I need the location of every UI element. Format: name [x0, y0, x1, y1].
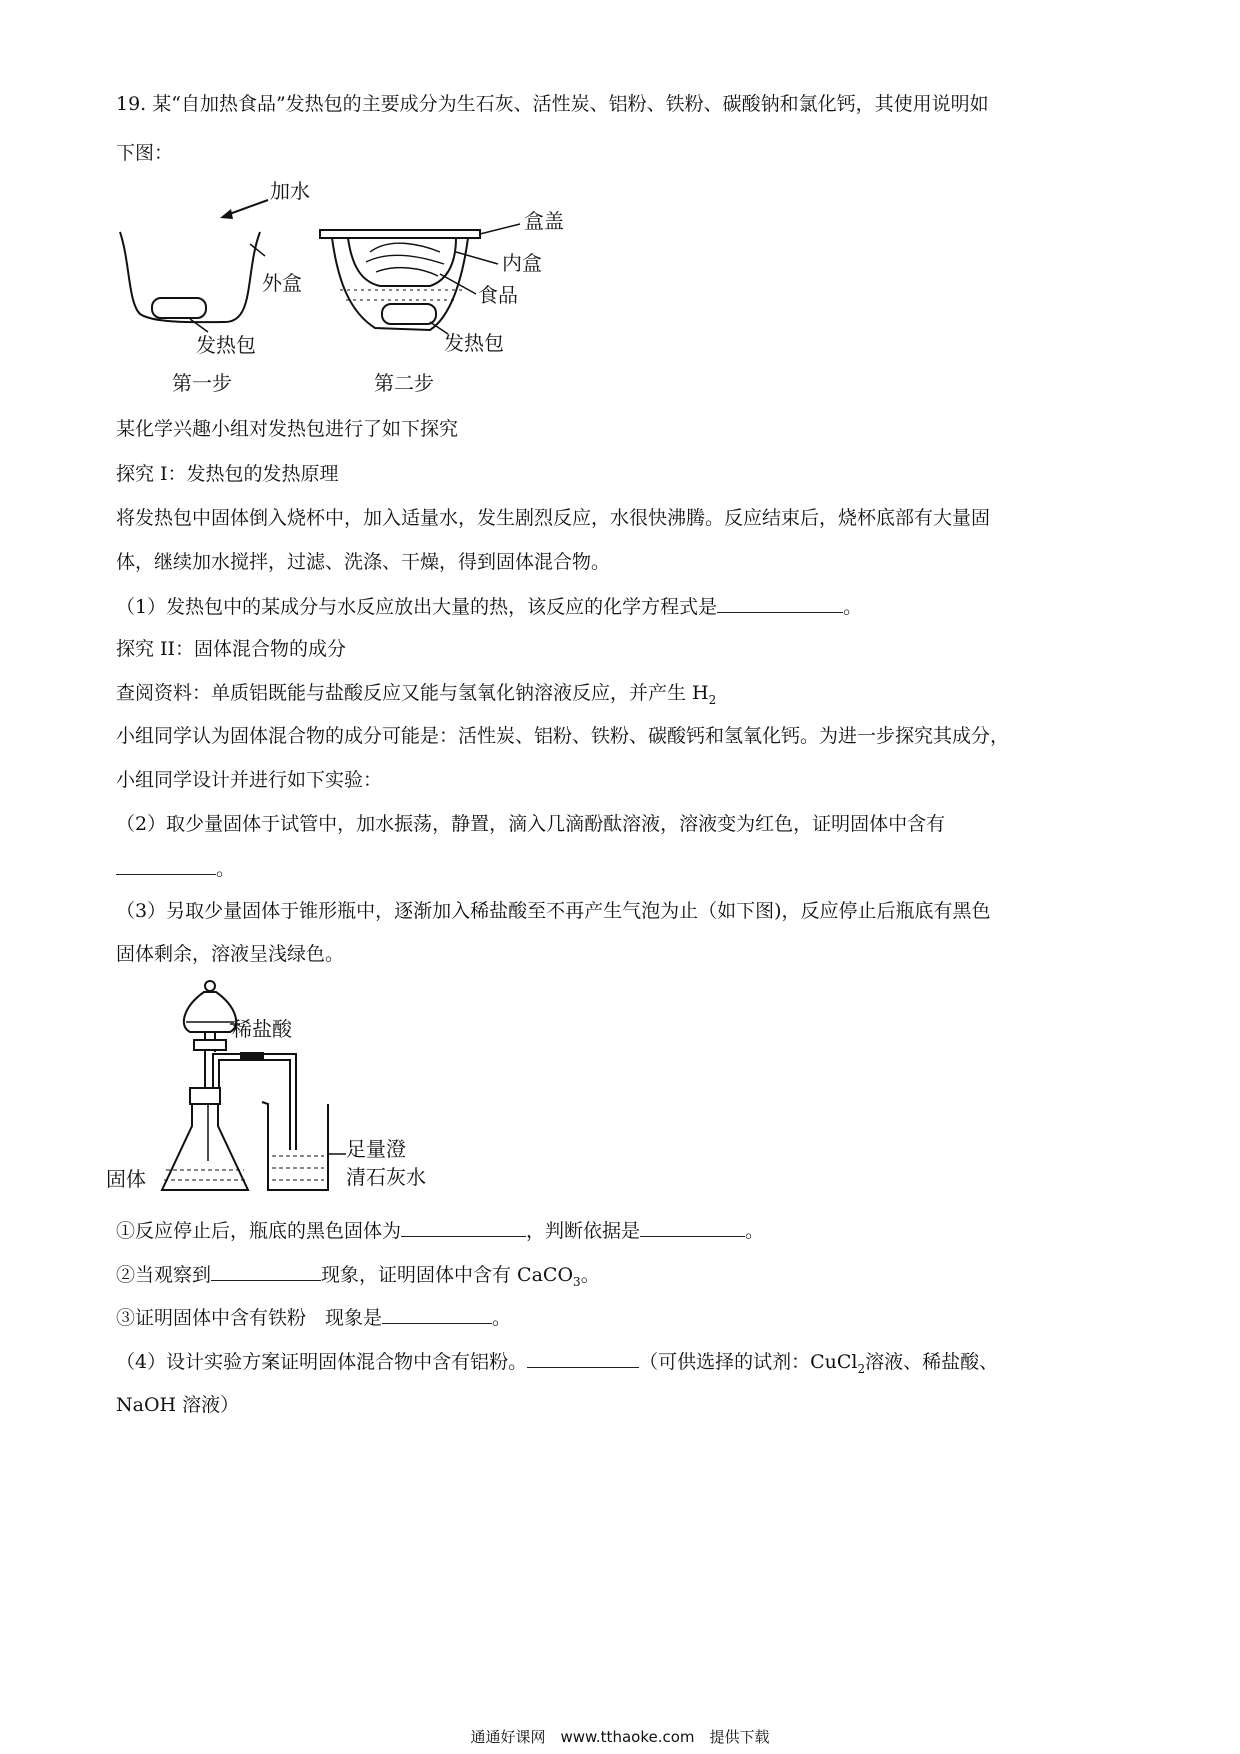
answer-blank-3c[interactable]: [211, 1262, 321, 1281]
question-line-2: 下图：: [116, 142, 174, 164]
experiment-apparatus-diagram: [100, 976, 500, 1196]
answer-blank-2[interactable]: [116, 856, 216, 875]
heat-pack-label-1: 发热包: [196, 333, 256, 357]
inquiry-1-para-2: 体，继续加水搅拌，过滤、洗涤、干燥，得到固体混合物。: [116, 551, 611, 573]
heat-pack-diagram: [100, 172, 660, 402]
limewater-label-2: 清石灰水: [346, 1165, 426, 1189]
food-label: 食品: [478, 283, 518, 307]
stopcock: [194, 1040, 226, 1050]
inquiry-2-title: 探究 II：固体混合物的成分: [116, 638, 347, 660]
question-4-line-2: NaOH 溶液）: [116, 1394, 240, 1416]
delivery-tube: [213, 1054, 296, 1150]
rubber-connector: [240, 1052, 264, 1061]
limewater-label-1: 足量澄: [346, 1137, 406, 1161]
answer-blank-3a[interactable]: [401, 1218, 526, 1237]
answer-blank-3d[interactable]: [382, 1305, 492, 1324]
sub-question-a: ①反应停止后，瓶底的黑色固体为 ，判断依据是 。: [116, 1220, 765, 1242]
inquiry-2-para-1: 小组同学认为固体混合物的成分可能是：活性炭、铝粉、铁粉、碳酸钙和氢氧化钙。为进一步探究其成分，: [116, 725, 1010, 747]
question-line-1: 19. 某“自加热食品”发热包的主要成分为生石灰、活性炭、铝粉、铁粉、碳酸钠和氯化钙，其使用说明如: [116, 93, 989, 115]
lid-label: 盒盖: [524, 209, 564, 233]
inquiry-2-para-2: 小组同学设计并进行如下实验：: [116, 769, 383, 791]
solid-label: 固体: [106, 1167, 146, 1191]
lid-shape: [320, 230, 480, 238]
question-4: （4）设计实验方案证明固体混合物中含有铝粉。 （可供选择的试剂：CuCl$_2$溶液、稀盐酸、: [116, 1351, 999, 1376]
inner-box-label: 内盒: [502, 251, 542, 275]
page-footer: 通通好课网 www.tthaoke.com 提供下载: [470, 1728, 770, 1746]
inquiry-1-para-1: 将发热包中固体倒入烧杯中，加入适量水，发生剧烈反应，水很快沸腾。反应结束后，烧杯底部有大量固: [116, 507, 991, 529]
answer-blank-4[interactable]: [527, 1349, 639, 1368]
answer-blank-1[interactable]: [717, 594, 843, 613]
acid-label: 稀盐酸: [232, 1017, 292, 1041]
answer-blank-3b[interactable]: [640, 1218, 745, 1237]
food-shape: [366, 243, 444, 276]
intro-text: 某化学兴趣小组对发热包进行了如下探究: [116, 418, 459, 440]
question-3-line-2: 固体剩余，溶液呈浅绿色。: [116, 943, 345, 965]
reference-text: 查阅资料：单质铝既能与盐酸反应又能与氢氧化钠溶液反应，并产生 $H_2$: [116, 682, 717, 707]
step-2-label: 第二步: [374, 371, 434, 395]
outer-box-label: 外盒: [262, 271, 302, 295]
add-water-label: 加水: [270, 179, 310, 203]
sub-question-b: ②当观察到 现象，证明固体中含有 CaCO$_3$。: [116, 1264, 600, 1289]
conical-flask: [162, 1104, 248, 1190]
heat-pack-2-shape: [382, 304, 436, 324]
water-arrowhead: [220, 209, 233, 219]
inquiry-1-title: 探究 I：发热包的发热原理: [116, 463, 339, 485]
question-2: （2）取少量固体于试管中，加水振荡，静置，滴入几滴酚酞溶液，溶液变为红色，证明固体中含有: [116, 813, 946, 835]
question-2-answer: 。: [116, 856, 235, 881]
sub-question-c: ③证明固体中含有铁粉 现象是 。: [116, 1307, 512, 1329]
heat-pack-label-2: 发热包: [444, 331, 504, 355]
question-1: （1）发热包中的某成分与水反应放出大量的热，该反应的化学方程式是 。: [116, 596, 863, 618]
stopper: [190, 1088, 220, 1104]
question-3-line-1: （3）另取少量固体于锥形瓶中，逐渐加入稀盐酸至不再产生气泡为止（如下图)，反应停止后瓶底有黑色: [116, 900, 991, 922]
separatory-funnel: [184, 992, 236, 1032]
heat-pack-shape: [152, 298, 206, 318]
step-1-label: 第一步: [172, 371, 232, 395]
